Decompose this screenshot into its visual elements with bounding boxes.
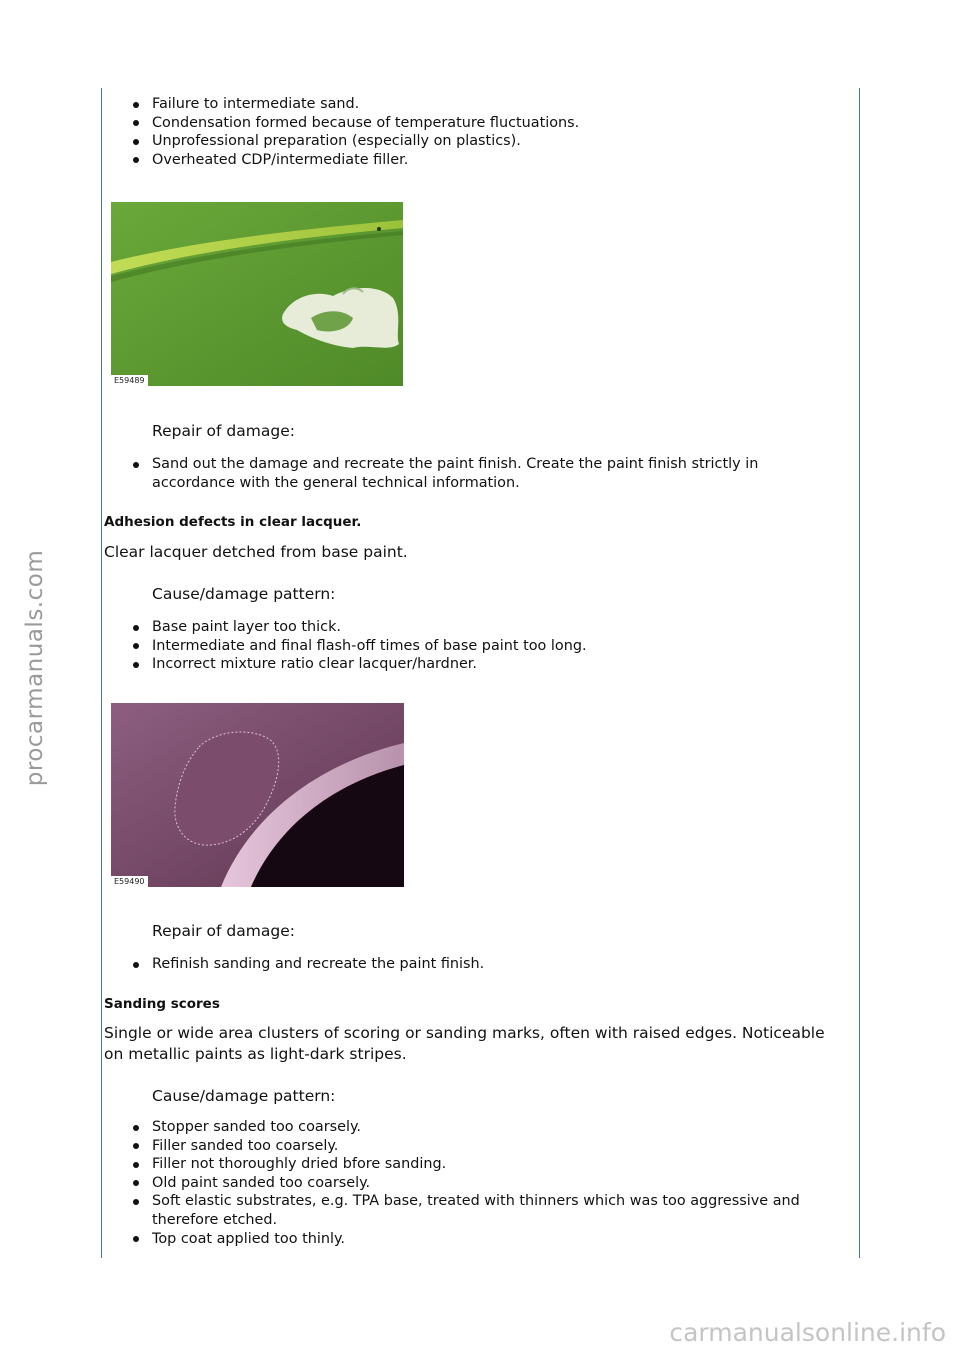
side-watermark: procarmanuals.com: [22, 549, 48, 787]
list-item: Overheated CDP/intermediate filler.: [104, 151, 834, 170]
list-item: Unprofessional preparation (especially on plastics).: [104, 132, 834, 151]
failure-causes-list: [104, 95, 834, 169]
right-margin-rule: [859, 88, 860, 1258]
left-margin-rule: [101, 88, 102, 1258]
image-code-label: E59489: [111, 375, 148, 386]
green-panel-illustration: [111, 202, 403, 386]
list-item: Failure to intermediate sand.: [104, 95, 834, 114]
list-item: Sand out the damage and recreate the paint finish. Create the paint finish strictly in accordance with the general technical information.: [104, 455, 834, 492]
list-item: Intermediate and final flash-off times of base paint too long.: [104, 637, 834, 656]
adhesion-causes-list: [104, 618, 834, 674]
repair-label: Repair of damage:: [152, 922, 295, 940]
cause-label: Cause/damage pattern:: [152, 585, 336, 603]
list-item: Refinish sanding and recreate the paint finish.: [104, 955, 834, 974]
list-item: Condensation formed because of temperature fluctuations.: [104, 114, 834, 133]
section-description: Single or wide area clusters of scoring or sanding marks, often with raised edges. Noticeable on metallic paints as light-dark stripes.: [104, 1024, 825, 1063]
repair-steps-list: [104, 455, 834, 492]
list-item: Stopper sanded too coarsely.: [104, 1118, 834, 1137]
list-item: Incorrect mixture ratio clear lacquer/hardner.: [104, 655, 834, 674]
list-item: Filler sanded too coarsely.: [104, 1137, 834, 1156]
list-item: Old paint sanded too coarsely.: [104, 1174, 834, 1193]
section-heading: Adhesion defects in clear lacquer.: [104, 514, 362, 530]
lacquer-detach-photo-purple: [111, 703, 404, 887]
section-heading: Sanding scores: [104, 996, 220, 1012]
sanding-causes-list: [104, 1118, 834, 1248]
list-item: Base paint layer too thick.: [104, 618, 834, 637]
image-code-label: E59490: [111, 876, 148, 887]
cause-label: Cause/damage pattern:: [152, 1087, 336, 1105]
repair-steps-list: [104, 955, 834, 974]
repair-label: Repair of damage:: [152, 422, 295, 440]
section-description: Clear lacquer detched from base paint.: [104, 543, 408, 561]
list-item: Top coat applied too thinly.: [104, 1230, 834, 1249]
list-item: Filler not thoroughly dried bfore sanding.: [104, 1155, 834, 1174]
paint-damage-photo-green: [111, 202, 403, 386]
list-item: Soft elastic substrates, e.g. TPA base, treated with thinners which was too aggressive and therefore etched.: [104, 1192, 834, 1229]
purple-panel-illustration: [111, 703, 404, 887]
bottom-watermark: carmanualsonline.info: [669, 1318, 946, 1347]
